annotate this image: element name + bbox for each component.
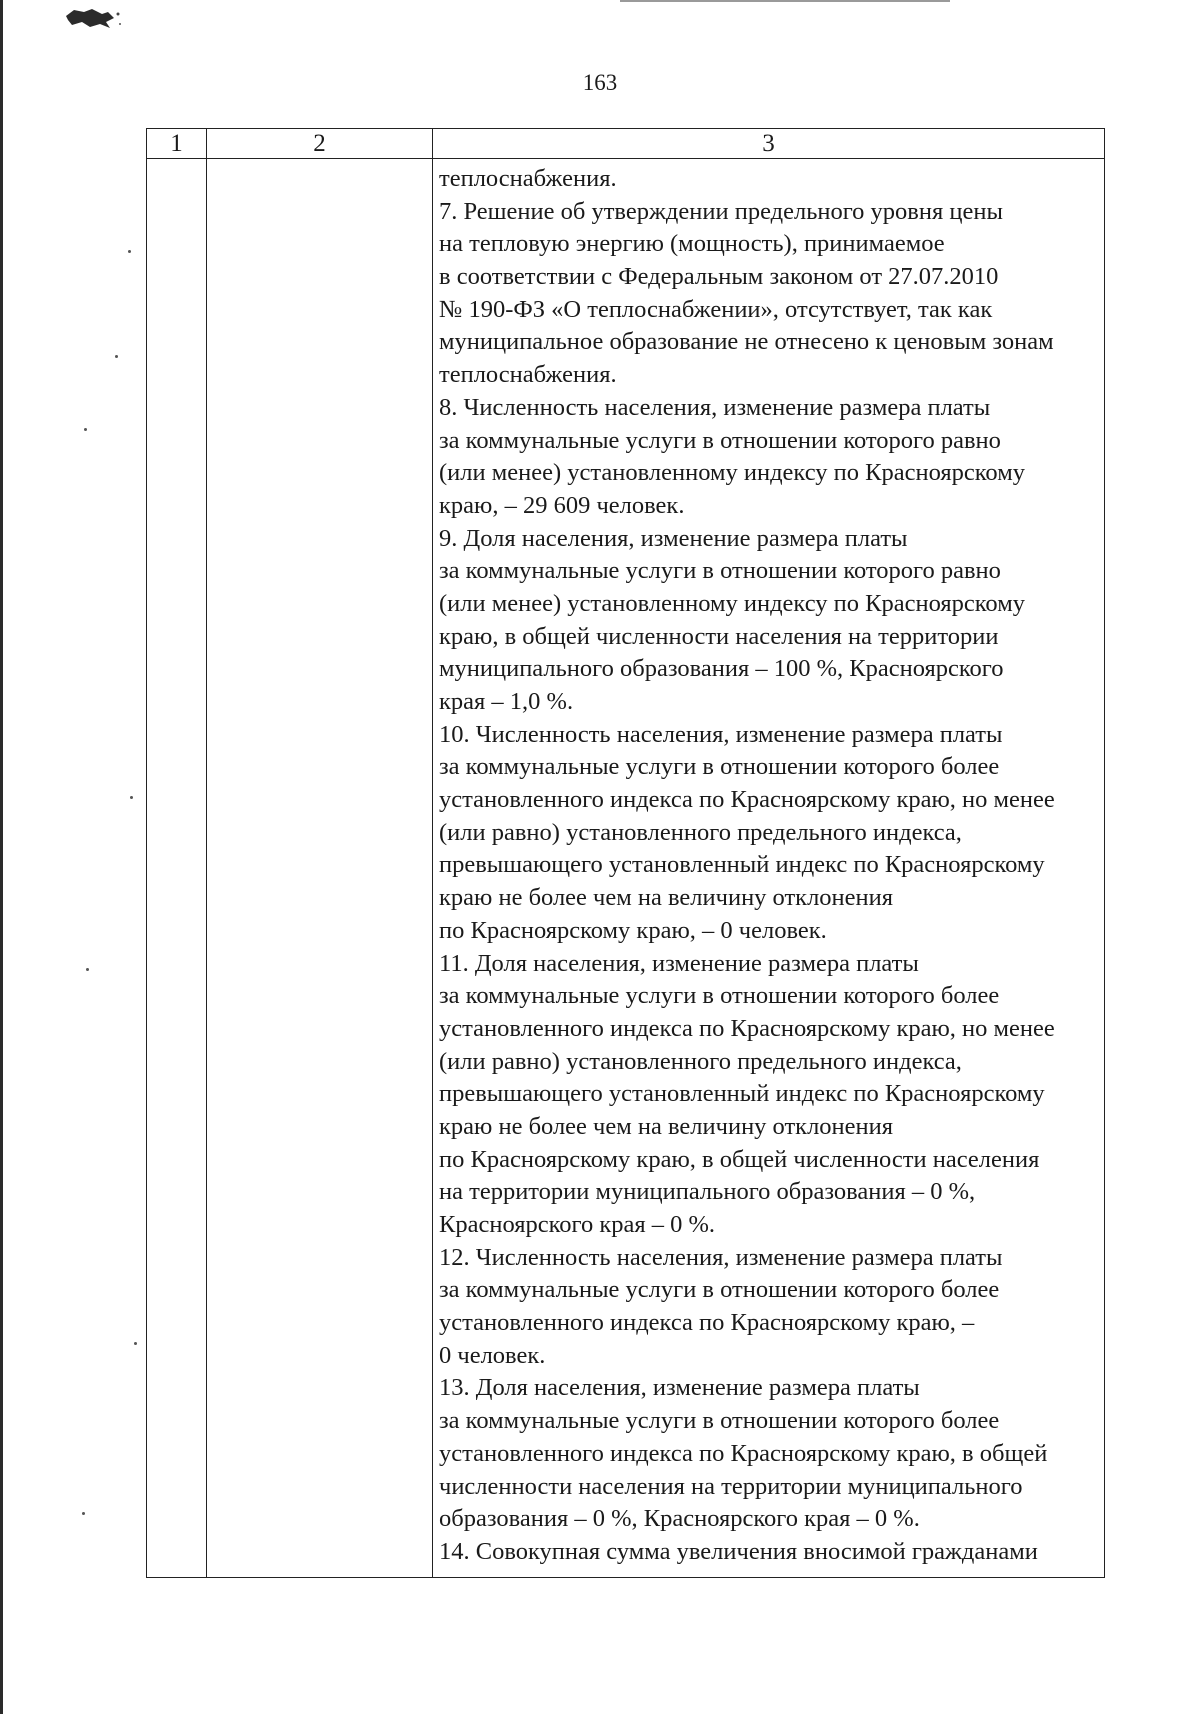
text-line: муниципального образования – 100 %, Красноярского	[439, 655, 1004, 683]
text-line: на территории муниципального образования – 0 %,	[439, 1178, 976, 1206]
text-line: № 190-ФЗ «О теплоснабжении», отсутствует, так как	[439, 295, 993, 323]
scan-speck	[130, 796, 133, 799]
text-line: установленного индекса по Красноярскому краю, –	[439, 1309, 975, 1337]
text-line: 10. Численность населения, изменение размера платы	[439, 720, 1003, 748]
text-line: превышающего установленный индекс по Красноярскому	[439, 1080, 1045, 1108]
column-3-cell	[433, 159, 1105, 1578]
column-1-cell	[147, 159, 207, 1578]
scan-top-rule	[620, 0, 950, 2]
text-line: численности населения на территории муниципального	[439, 1472, 1023, 1500]
text-line: 12. Численность населения, изменение размера платы	[439, 1243, 1003, 1271]
text-line: установленного индекса по Красноярскому краю, в общей	[439, 1439, 1048, 1467]
text-line: за коммунальные услуги в отношении которого равно	[439, 557, 1001, 585]
text-line: (или равно) установленного предельного индекса,	[439, 1047, 962, 1075]
text-line: по Красноярскому краю, в общей численности населения	[439, 1145, 1040, 1173]
text-line: 8. Численность населения, изменение размера платы	[439, 393, 991, 421]
table-row	[147, 159, 1105, 1578]
scan-speck	[115, 355, 118, 358]
scan-edge	[0, 0, 3, 1714]
column-2-cell	[207, 159, 433, 1578]
column-header-2: 2	[207, 129, 433, 159]
text-line: 9. Доля населения, изменение размера платы	[439, 524, 908, 552]
text-line: Красноярского края – 0 %.	[439, 1211, 716, 1238]
text-line: (или менее) установленному индексу по Красноярскому	[439, 459, 1025, 487]
scan-blot	[62, 6, 124, 30]
text-line: 7. Решение об утверждении предельного уровня цены	[439, 197, 1003, 225]
scan-speck	[84, 428, 87, 431]
column-header-3: 3	[433, 129, 1105, 159]
text-line: установленного индекса по Красноярскому краю, но менее	[439, 786, 1055, 814]
scan-speck	[82, 1512, 85, 1515]
text-line: на тепловую энергию (мощность), принимаемое	[439, 230, 945, 258]
text-line: муниципальное образование не отнесено к ценовым зонам	[439, 328, 1054, 356]
scan-speck	[86, 968, 89, 971]
text-line: за коммунальные услуги в отношении которого равно	[439, 426, 1001, 454]
scan-speck	[128, 250, 131, 253]
text-line: 14. Совокупная сумма увеличения вносимой гражданами	[439, 1537, 1038, 1565]
text-line: по Красноярскому краю, – 0 человек.	[439, 916, 827, 944]
page-number: 163	[582, 70, 618, 95]
text-line: образования – 0 %, Красноярского края – 0 %.	[439, 1505, 920, 1533]
text-line: за коммунальные услуги в отношении которого более	[439, 982, 1000, 1010]
text-line: за коммунальные услуги в отношении которого более	[439, 753, 1000, 781]
scan-speck	[134, 1342, 137, 1345]
text-line: за коммунальные услуги в отношении которого более	[439, 1276, 1000, 1304]
text-line: теплоснабжения.	[439, 165, 617, 192]
text-line: теплоснабжения.	[439, 361, 617, 389]
text-line: краю, – 29 609 человек.	[439, 491, 685, 519]
table-header-row	[147, 129, 1105, 159]
text-line: установленного индекса по Красноярскому краю, но менее	[439, 1014, 1055, 1042]
document-table	[146, 128, 1105, 1578]
text-line: превышающего установленный индекс по Красноярскому	[439, 851, 1045, 879]
text-line: (или менее) установленному индексу по Красноярскому	[439, 589, 1025, 617]
text-line: 13. Доля населения, изменение размера платы	[439, 1374, 920, 1402]
text-line: краю не более чем на величину отклонения	[439, 884, 894, 912]
text-line: 0 человек.	[439, 1341, 546, 1369]
text-line: (или равно) установленного предельного индекса,	[439, 818, 962, 846]
text-line: за коммунальные услуги в отношении которого более	[439, 1407, 1000, 1435]
column-header-1: 1	[147, 129, 207, 159]
text-line: края – 1,0 %.	[439, 688, 574, 715]
text-line: в соответствии с Федеральным законом от 27.07.2010	[439, 263, 999, 291]
text-line: 11. Доля населения, изменение размера платы	[439, 949, 919, 977]
text-line: краю не более чем на величину отклонения	[439, 1112, 894, 1140]
text-line: краю, в общей численности населения на территории	[439, 622, 999, 650]
